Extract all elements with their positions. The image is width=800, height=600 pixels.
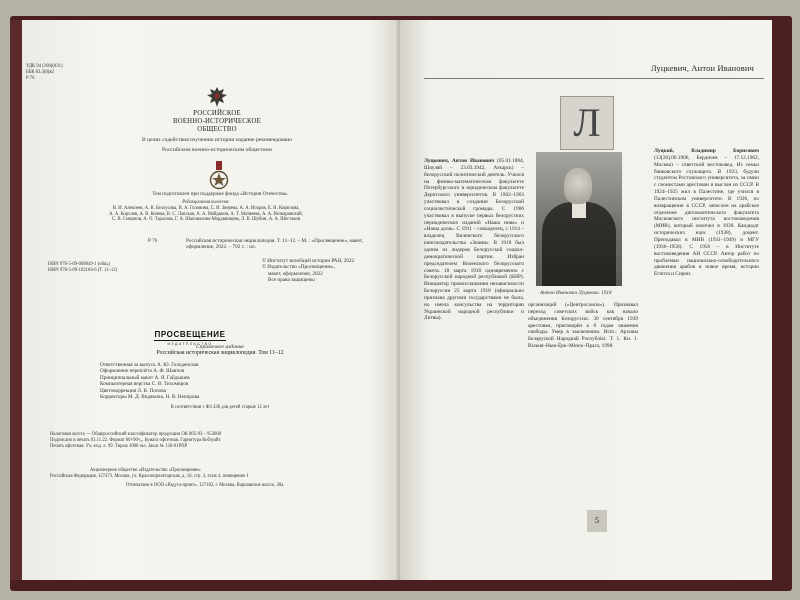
photo-caption: Антон Иванович Луцкевич. 1918 [540,290,612,296]
book-edge [10,20,22,580]
entry-column-3 [654,148,759,278]
medal-emblem-icon [209,160,229,192]
imprint-block [50,432,370,449]
classification-codes [26,64,86,81]
printing-house: Отпечатано в ООО «Радуга-принт». 127182, г. Москва, Варшавское шоссе, 28а. [126,483,285,488]
page-number: 5 [587,510,607,532]
imprint-line: Налоговая льгота — Общероссийский классификатор продукции ОК 005-93 – 953000 [50,432,222,437]
running-head [424,64,764,79]
entry-column-2: организаций («Центросоюза»). Признавал переход советских войск как начало объединения Белоруссии. 30 сентября 1939 арестован, приговорён к 8 годам лишения свободы. Умер в заключении. Иcm.: Архивы Беларуской Народнай Рэспублікі. Т. 1. Кн. 1. Вільня–Нью-Ёрк–Мінск–Прага, 1998. [528,302,638,350]
copyright-block [262,258,372,284]
edition-title: Российская историческая энциклопедия. Том 11–12 [156,350,284,356]
entry-headword: Луцкевич, Антон Иванович [424,158,495,164]
credit-line: Ответственная за выпуск А. Ю. Голоденская [100,362,199,368]
credit-line: Цветокоррекция Л. В. Попова [100,387,166,394]
copyright-line: Все права защищены [268,277,315,284]
entry-text: (13[26].06.1906, Бердичев – 17.12.1962, Москва) – советский востоковед. Из семьи банковского служащего. В 1923, будучи студентом Ростовского университета, за связи с сионистами арестован и выслан из СССР. В 1924–1925 жил в Палестине, где учился в Палестинском университете. В 1926, по возвращении в СССР, зачислен на арабское отделение дипломатического факультета Московского института востоковедения (МИВ), который окончил в 1930. Кандидат исторических наук (1938), доцент. Преподавал в МИВ (1931–1949) и МГУ (1936–1958). С 1956 – в Институте востоковедения АН СССР. Автор работ по проблемам национально-освободительного движения арабов в новое время, истории Египта и Сирии. [654,154,759,278]
imprint-line: Печать офсетная. Уч.-изд. л. 99. Тираж 3000 экз. Заказ № 130-01РПР [50,443,188,449]
drop-cap-letter: Л [560,96,614,150]
cip-code: Р 76 [148,238,158,244]
author-sign: Р 76 [26,75,35,81]
publisher-address [50,468,350,480]
age-rating: В соответствии с ФЗ 436 для детей старше 12 лет [170,405,270,410]
publisher-name: Акционерное общество «Издательство «Просвещение» [90,468,201,473]
entry-headword: Луцкий, Владимир Борисович [654,148,759,154]
edition-block [100,344,340,356]
board-line: А. А. Королев, А. В. Кочева, В. С. Лапская, А. А. Майданов, А. Т. Матвеева, А. А. Незнаровский, [109,211,303,217]
fund-note: Том подготовлен при поддержке фонда «История Отечества» [152,191,288,197]
cip-description: Российская историческая энциклопедия. Т. 11–12. – М. : «Просвещение», макет, оформление, 2022. – 792 с. : ил. [186,238,363,251]
portrait-face [564,168,592,204]
editorial-board [56,200,356,223]
credit-line: Принципиальный макет А. Я. Гайдышев [100,374,190,381]
isbn-block [48,262,158,274]
edition-type: Справочное издание [196,344,244,350]
udc-code: УДК 94 (100)(031) [26,64,63,69]
board-line: Н. И. Алексеев, А. В. Белоусова, В. А. Головина, С. И. Зверева, А. А. Искров, Е. Н. Кирилова, [112,205,300,211]
copyright-line: © Издательство «Просвещение», [262,264,335,271]
board-line: С. В. Смирнов, А. О. Тарасова, Г. А. Шаповалова-Мордвинцева, Л. В. Шубин, А. А. Шестаков [111,217,301,223]
portrait-photo [536,152,622,286]
publisher-address-line: Российская Федерация, 127473, Москва, ул. Краснопролетарская, д. 16, стр. 3, этаж 4, помещение I [50,473,249,479]
entry-text: (05.01.1884, Шяуляй – 23.03.1942, Аткарск) – белорусский политический деятель. Учился на физико-математическом факультете Петербургского и юридическом факультете Дерптского университетов. В 1902–1903 участвовал в создании Белорусской социалистической громады. С 1906 участвовал в выпуске первых белорусских периодических изданий «Наша нива» и «Наша доля». С 1911 – совладелец, с 1914 – владелец Виленского белорусского книгоиздательства «Знамя». В 1918 был одним из лидеров Белорусской социал-демократической партии. Избран председателем Виленского белорусского совета. 18 марта 1918 одновременно с Белорусской народной республикой (БНР). Инициатор провозглашения независимости Белоруссии 25 марта 1918 (официально признана другими государствами не была, но имела консульства на территории Украинской народной республики и Литвы). [424,158,524,322]
society-name-line-3: ОБЩЕСТВО [197,126,237,133]
society-block [122,110,312,153]
publisher-logo-subtext: ИЗДАТЕЛЬСТВО [167,342,213,346]
society-name-line-2: ВОЕННО-ИСТОРИЧЕСКОЕ [172,118,261,125]
running-head-title: Луцкевич, Антон Иванович [650,64,754,73]
publisher-logo-text: ПРОСВЕЩЕНИЕ [154,330,226,339]
credit-line: Компьютерная верстка С. В. Тихомиров [100,381,189,388]
recommendation-line-2: Российским военно-историческим обществом [162,146,272,153]
imprint-line: Подписано в печать 03.11.22. Формат 60×90¹/₈. Бумага офсетная. Гарнитура Кобзуайт. [50,437,222,443]
copyright-line: © Институт всеобщей истории РАН, 2022 [262,258,355,264]
publisher-logo [130,324,250,346]
isbn-general: ISBN 978-5-09-068849-1 (общ.) [48,262,111,267]
recommendation-line-1: В целях содействия изучению истории издание рекомендовано [142,137,292,143]
credit-line: Оформление переплёта А. Ф. Шаипов [100,368,185,375]
staff-credits [100,362,320,400]
credit-line: Корректоры М. Д. Видякина, Н. В. Непорова [100,394,200,401]
board-title: Редакционная коллегия: [182,200,230,205]
bbk-code: ББК 63.3(0)я2 [26,69,54,75]
isbn-volume: ISBN 978-5-09-102184-6 (Т. 11–12) [48,267,118,273]
entry-column-1 [424,158,524,322]
eagle-emblem-icon [205,84,229,110]
society-name-line-1: РОССИЙСКОЕ [193,110,241,117]
copyright-line: макет, оформление, 2022 [268,270,323,277]
